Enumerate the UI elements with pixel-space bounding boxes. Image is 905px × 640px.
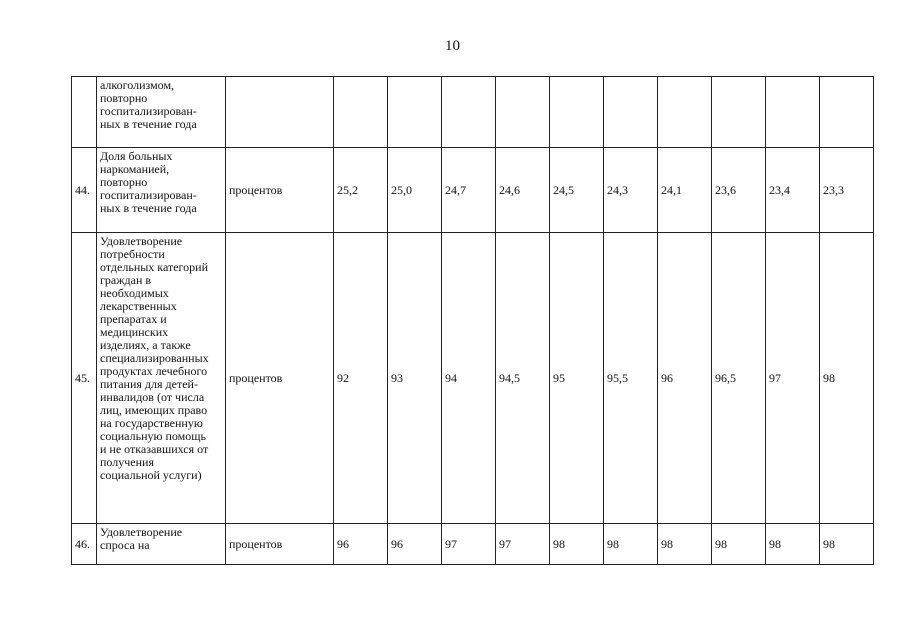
indicator-name bbox=[97, 148, 226, 233]
value-cell: 25,0 bbox=[388, 148, 442, 233]
value-cell: 96 bbox=[658, 233, 712, 524]
indicator-name-line: питания для детей- bbox=[100, 377, 198, 391]
value-cell: 23,6 bbox=[712, 148, 766, 233]
value-cell: 97 bbox=[496, 524, 550, 565]
value-cell: 96,5 bbox=[712, 233, 766, 524]
indicator-name bbox=[97, 233, 226, 524]
value-cell: 94 bbox=[442, 233, 496, 524]
row-index: 44. bbox=[72, 148, 97, 233]
unit-cell: процентов bbox=[226, 524, 334, 565]
value-cell bbox=[766, 77, 820, 148]
indicator-name-line: повторно bbox=[100, 175, 148, 189]
value-cell bbox=[820, 77, 874, 148]
indicator-name-line: лиц, имеющих право bbox=[100, 403, 208, 417]
value-cell: 97 bbox=[442, 524, 496, 565]
indicator-name-line: изделиях, а также bbox=[100, 338, 191, 352]
row-index: 45. bbox=[72, 233, 97, 524]
indicator-name-line: препаратах и bbox=[100, 312, 167, 326]
value-cell: 96 bbox=[334, 524, 388, 565]
value-cell: 95,5 bbox=[604, 233, 658, 524]
value-cell: 98 bbox=[820, 524, 874, 565]
page-number: 10 bbox=[445, 38, 460, 54]
value-cell: 98 bbox=[820, 233, 874, 524]
unit-cell: процентов bbox=[226, 233, 334, 524]
value-cell: 25,2 bbox=[334, 148, 388, 233]
value-cell: 24,1 bbox=[658, 148, 712, 233]
indicator-name-line: наркоманией, bbox=[100, 162, 170, 176]
indicator-name-line: необходимых bbox=[100, 286, 169, 300]
value-cell: 24,5 bbox=[550, 148, 604, 233]
indicator-name-line: ных в течение года bbox=[100, 201, 197, 215]
table-row bbox=[72, 524, 874, 565]
row-index: 46. bbox=[72, 524, 97, 565]
row-index bbox=[72, 77, 97, 148]
value-cell: 95 bbox=[550, 233, 604, 524]
indicator-name-line: продуктах лечебного bbox=[100, 364, 208, 378]
indicator-name-line: на государственную bbox=[100, 416, 203, 430]
value-cell: 98 bbox=[712, 524, 766, 565]
value-cell bbox=[550, 77, 604, 148]
indicator-name-line: социальную помощь bbox=[100, 429, 206, 443]
indicator-name-line: госпитализирован- bbox=[100, 104, 197, 118]
value-cell: 23,3 bbox=[820, 148, 874, 233]
value-cell: 24,7 bbox=[442, 148, 496, 233]
indicator-name-line: госпитализирован- bbox=[100, 188, 197, 202]
indicator-name-line: повторно bbox=[100, 91, 148, 105]
indicator-name-line: Удовлетворение bbox=[100, 525, 183, 539]
indicator-name-line: Доля больных bbox=[100, 149, 173, 163]
value-cell: 92 bbox=[334, 233, 388, 524]
indicator-name-line: спроса на bbox=[100, 538, 150, 552]
value-cell: 98 bbox=[604, 524, 658, 565]
value-cell: 97 bbox=[766, 233, 820, 524]
value-cell: 96 bbox=[388, 524, 442, 565]
indicator-name-line: и не отказавшихся от bbox=[100, 442, 209, 456]
indicator-name-line: алкоголизмом, bbox=[100, 78, 175, 92]
indicator-name-line: социальной услуги) bbox=[100, 468, 202, 482]
value-cell bbox=[658, 77, 712, 148]
value-cell bbox=[334, 77, 388, 148]
table-row bbox=[72, 233, 874, 524]
indicator-name-line: медицинских bbox=[100, 325, 169, 339]
value-cell: 24,3 bbox=[604, 148, 658, 233]
unit-cell bbox=[226, 77, 334, 148]
value-cell: 23,4 bbox=[766, 148, 820, 233]
unit-cell: процентов bbox=[226, 148, 334, 233]
indicator-name-line: получения bbox=[100, 455, 154, 469]
value-cell: 98 bbox=[550, 524, 604, 565]
value-cell bbox=[442, 77, 496, 148]
value-cell bbox=[604, 77, 658, 148]
indicator-name-line: специализированных bbox=[100, 351, 209, 365]
indicator-name-line: потребности bbox=[100, 247, 165, 261]
value-cell bbox=[712, 77, 766, 148]
value-cell: 93 bbox=[388, 233, 442, 524]
indicator-name-line: лекарственных bbox=[100, 299, 177, 313]
indicator-name-line: отдельных категорий bbox=[100, 260, 209, 274]
value-cell: 24,6 bbox=[496, 148, 550, 233]
value-cell: 94,5 bbox=[496, 233, 550, 524]
table-row bbox=[72, 77, 874, 148]
value-cell bbox=[388, 77, 442, 148]
table-row bbox=[72, 148, 874, 233]
value-cell: 98 bbox=[658, 524, 712, 565]
indicator-name bbox=[97, 524, 226, 565]
indicator-name-line: граждан в bbox=[100, 273, 152, 287]
indicator-name bbox=[97, 77, 226, 148]
indicators-table bbox=[71, 76, 874, 565]
value-cell bbox=[496, 77, 550, 148]
indicator-name-line: Удовлетворение bbox=[100, 234, 183, 248]
indicator-name-line: инвалидов (от числа bbox=[100, 390, 205, 404]
value-cell: 98 bbox=[766, 524, 820, 565]
indicator-name-line: ных в течение года bbox=[100, 117, 197, 131]
